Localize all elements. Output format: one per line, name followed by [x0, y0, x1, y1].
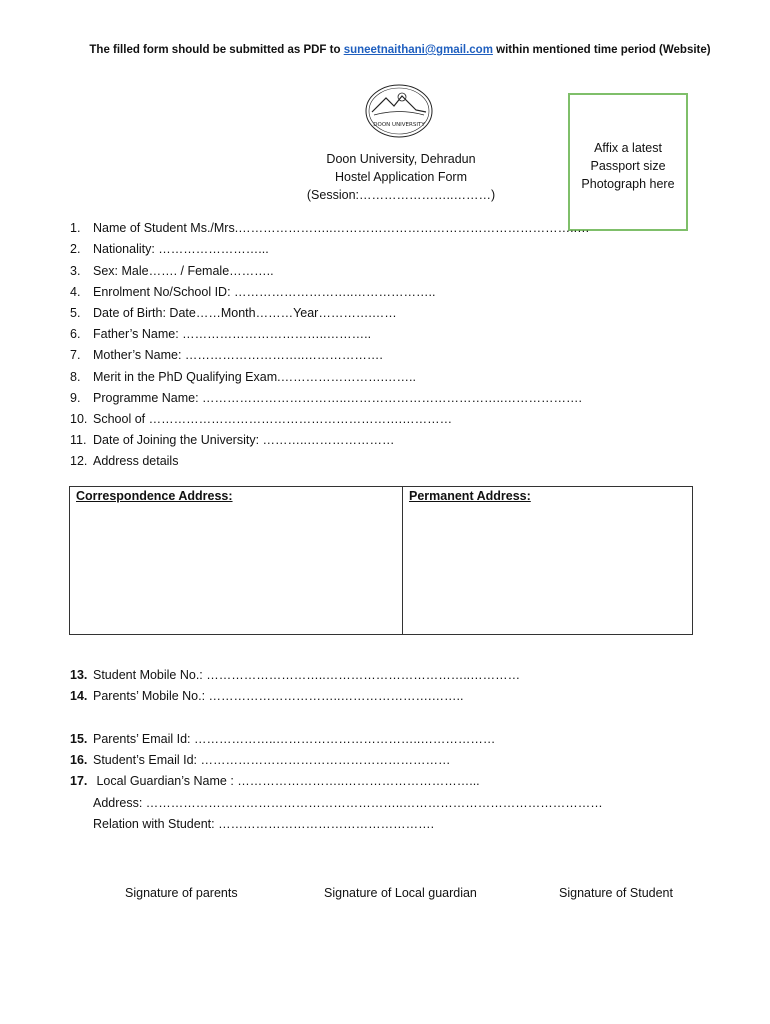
- signature-parents: Signature of parents: [125, 886, 238, 900]
- item-number: 14.: [70, 689, 88, 703]
- form-item-mother: [70, 346, 383, 364]
- item-number: 9.: [70, 391, 81, 405]
- item-text: Merit in the PhD Qualifying Exam.…………………….……..: [93, 370, 416, 384]
- item-number: 15.: [70, 732, 88, 746]
- form-item-enrolment: [70, 283, 435, 301]
- item-number: 10.: [70, 412, 88, 426]
- item-number: 4.: [70, 285, 81, 299]
- notice-text-before: The filled form should be submitted as PDF to: [89, 44, 344, 56]
- item-text: School of …………………………………………………….…………: [93, 412, 453, 426]
- item-text: Date of Birth: Date……Month………Year………….……: [93, 306, 397, 320]
- item-text: Parents’ Email Id: ………………..……………………………..………………: [93, 732, 496, 746]
- item-text: Parents’ Mobile No.: …………………………..………………….……..: [93, 689, 464, 703]
- item-number: 12.: [70, 454, 88, 468]
- university-name: Doon University, Dehradun: [326, 152, 476, 166]
- item-text: Date of Joining the University: ………..…………………: [93, 433, 395, 447]
- item-text: Student’s Email Id: ……………………………………………………: [93, 753, 451, 767]
- photo-box-text: [570, 139, 686, 193]
- photo-line: Affix a latest: [594, 141, 662, 155]
- item-number: 11.: [70, 433, 87, 447]
- item-number: 2.: [70, 242, 81, 256]
- item-text: Local Guardian’s Name : ……………………..…………………………...: [93, 774, 480, 788]
- form-item-merit: [70, 368, 416, 386]
- notice-text-after: within mentioned time period (Website): [492, 44, 711, 56]
- signature-local-guardian: Signature of Local guardian: [324, 886, 477, 900]
- correspondence-address-cell[interactable]: Correspondence Address:: [70, 487, 403, 635]
- item-number: 17.: [70, 774, 88, 788]
- item-text: Student Mobile No.: ………………………..……………………………..…………: [93, 668, 521, 682]
- photo-line: Passport size: [590, 159, 666, 173]
- form-item-sex: [70, 262, 274, 280]
- form-item-address: [70, 452, 178, 470]
- item-number: 7.: [70, 348, 81, 362]
- item-number: 6.: [70, 327, 81, 341]
- item-text: Address details: [93, 454, 179, 468]
- guardian-address: Address: ……………………………………………………..…………………………………………: [93, 796, 603, 810]
- item-text: Mother’s Name: ………………………..……………….: [93, 348, 383, 362]
- form-item-programme: [70, 389, 582, 407]
- item-text: Name of Student Ms./Mrs.…………………..…………………………………………………..…: [93, 221, 590, 235]
- photo-box: [568, 93, 688, 231]
- form-item-name: [70, 219, 590, 237]
- email-link[interactable]: suneetnaithani@gmail.com: [343, 44, 493, 56]
- form-item-joining: [70, 431, 394, 449]
- session-line: (Session:…………………..………): [306, 188, 496, 202]
- form-item-student-mobile: [70, 666, 520, 684]
- form-item-father: [70, 325, 371, 343]
- item-number: 5.: [70, 306, 81, 320]
- photo-line: Photograph here: [581, 177, 675, 191]
- form-item-local-guardian: [70, 772, 480, 790]
- item-text: Programme Name: ……………………………..………………………………..……………….: [93, 391, 582, 405]
- logo-text: DOON UNIVERSITY: [373, 122, 425, 128]
- guardian-relation: Relation with Student: …………………………………………….: [93, 817, 435, 831]
- item-number: 8.: [70, 370, 81, 384]
- signature-student: Signature of Student: [559, 886, 673, 900]
- submission-notice: [0, 44, 770, 56]
- item-number: 3.: [70, 264, 81, 278]
- item-number: 1.: [70, 221, 81, 235]
- item-text: Enrolment No/School ID: ………………………..………………..: [93, 285, 436, 299]
- form-item-dob: [70, 304, 397, 322]
- form-item-school: [70, 410, 452, 428]
- form-item-parents-email: [70, 730, 495, 748]
- permanent-address-cell[interactable]: Permanent Address:: [403, 487, 693, 635]
- item-number: 13.: [70, 668, 88, 682]
- form-item-student-email: [70, 751, 450, 769]
- item-text: Nationality: ……………………...: [93, 242, 269, 256]
- item-number: 16.: [70, 753, 88, 767]
- item-text: Sex: Male……. / Female………..: [93, 264, 274, 278]
- form-title: Hostel Application Form: [334, 170, 467, 184]
- form-item-nationality: [70, 240, 269, 258]
- address-table: [69, 486, 693, 635]
- item-text: Father’s Name: ……………………………..………..: [93, 327, 372, 341]
- form-item-parents-mobile: [70, 687, 463, 705]
- university-logo: [364, 82, 434, 138]
